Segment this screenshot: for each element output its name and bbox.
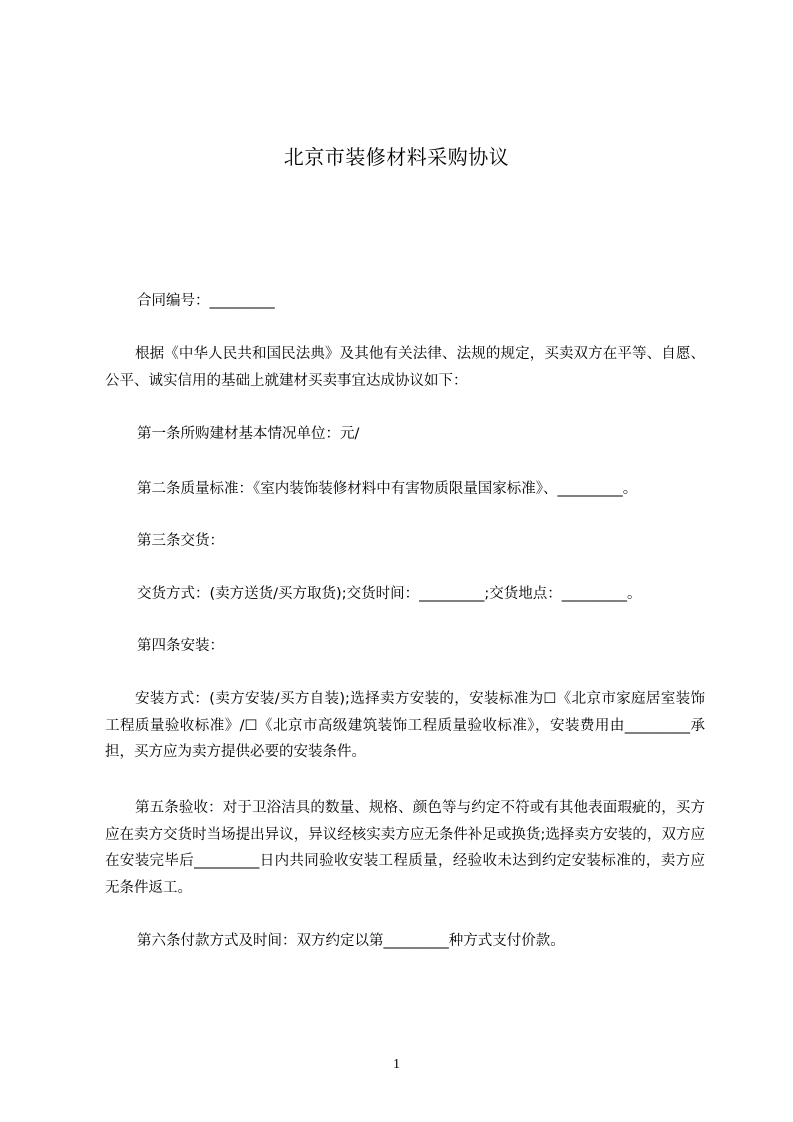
article-1: 第一条所购建材基本情况单位：元/ (137, 426, 360, 442)
contract-number-line: 合同编号：_________ (137, 293, 275, 309)
article-3-heading: 第三条交货： (137, 533, 224, 549)
article-4-heading: 第四条安装： (137, 638, 224, 654)
article-2: 第二条质量标准：《室内装饰装修材料中有害物质限量国家标准》、_________。 (137, 481, 638, 497)
article-5-paragraph: 第五条验收：对于卫浴洁具的数量、规格、颜色等与约定不符或有其他表面瑕疵的，买方应在卖方交货时当场提出异议，异议经核实卖方应无条件补足或换货;选择卖方安装的，双方应在安装完毕后_________日内共同验收安装工程质量，经验收未达到约定安装标准的，卖方应无条件返工。 (105, 800, 705, 896)
installation-paragraph: 安装方式：(卖方安装/买方自装);选择卖方安装的，安装标准为☐《北京市家庭居室装饰工程质量验收标准》/☐《北京市高级建筑装饰工程质量验收标准》，安装费用由_________承担，买方应为卖方提供必要的安装条件。 (105, 691, 705, 760)
delivery-terms: 交货方式：(卖方送货/买方取货);交货时间：_________;交货地点：_________。 (137, 586, 642, 602)
document-title: 北京市装修材料采购协议 (283, 145, 510, 169)
preamble-paragraph: 根据《中华人民共和国民法典》及其他有关法律、法规的规定，买卖双方在平等、自愿、公平、诚实信用的基础上就建材买卖事宜达成协议如下： (105, 346, 705, 389)
article-6: 第六条付款方式及时间：双方约定以第_________种方式支付价款。 (137, 933, 565, 949)
page-number: 1 (393, 1057, 400, 1072)
